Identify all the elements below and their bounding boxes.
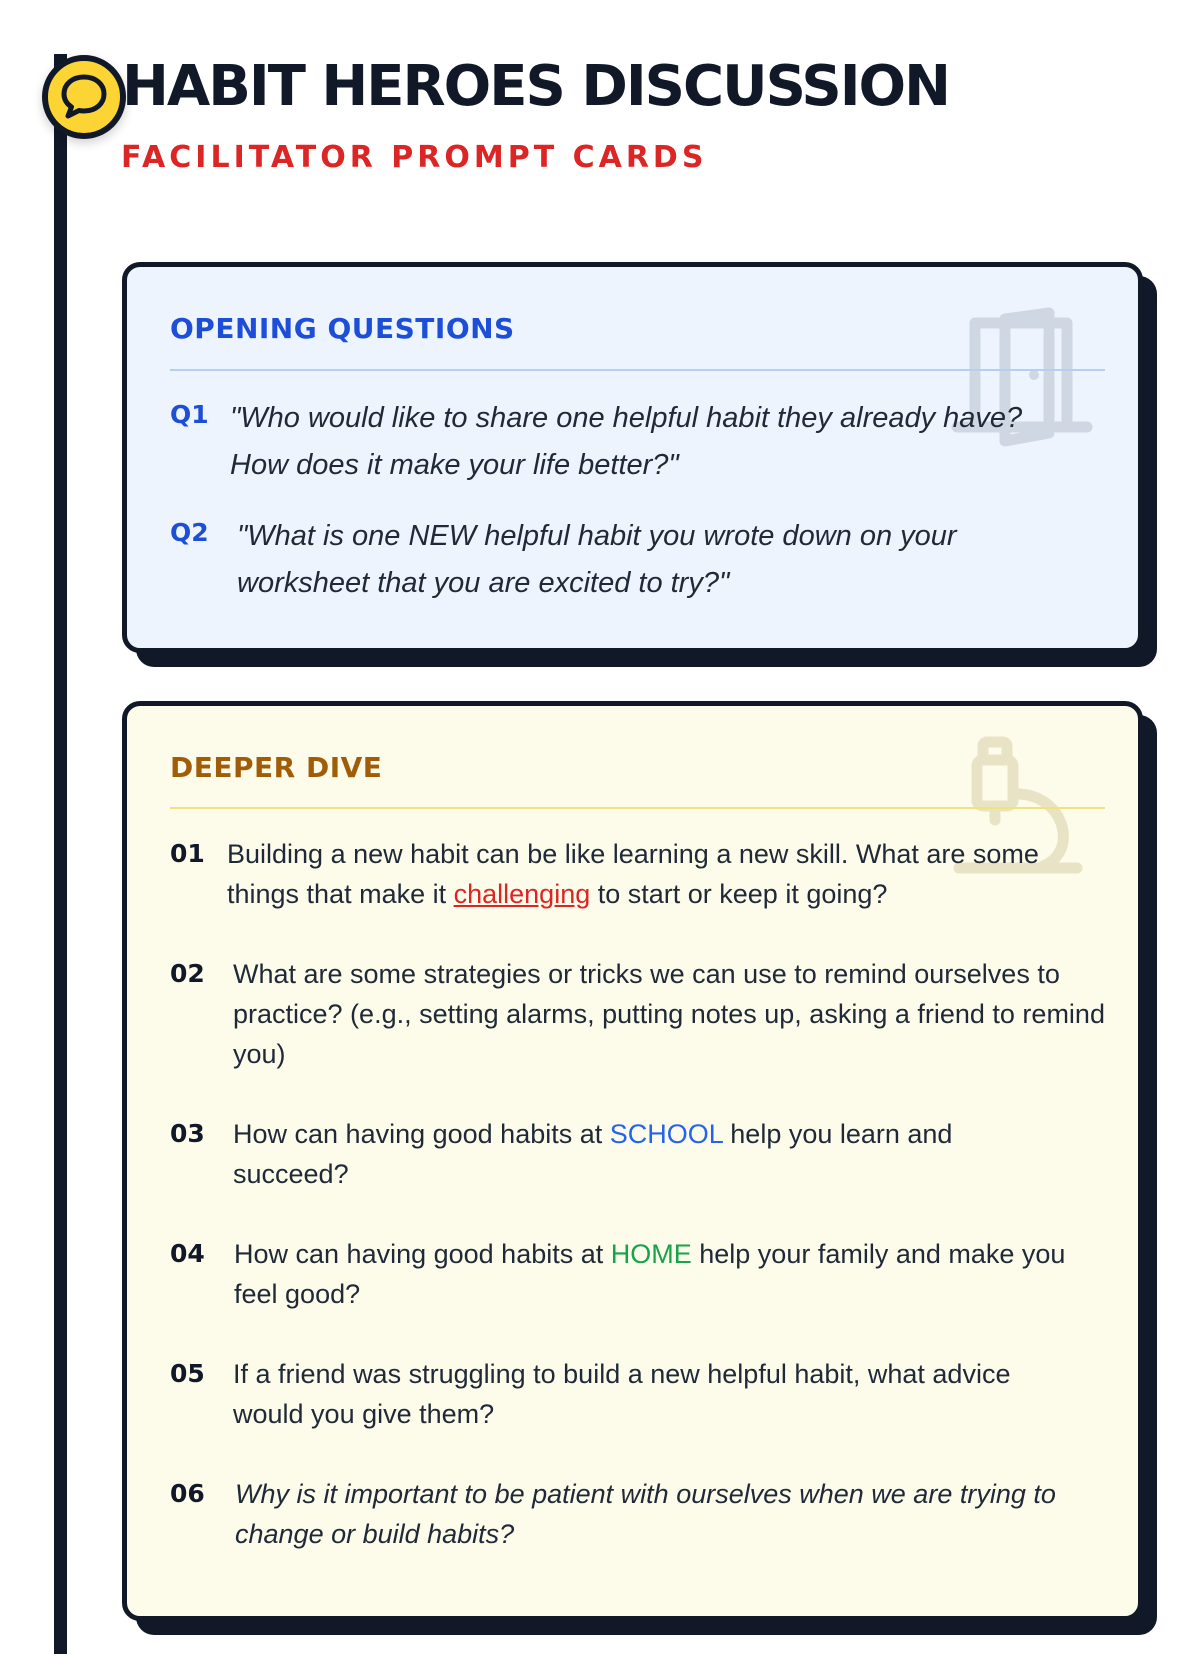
opening-question-1 [170, 395, 1105, 489]
item-number: 03 [170, 1119, 205, 1148]
deeper-item-6 [170, 1474, 1105, 1554]
chat-bubble-icon [42, 55, 126, 139]
item-text: Why is it important to be patient with ourselves when we are trying to change or build habits? [235, 1479, 1056, 1549]
page-subtitle: FACILITATOR PROMPT CARDS [121, 140, 708, 175]
item-number: 01 [170, 839, 205, 868]
item-number: 04 [170, 1239, 205, 1268]
deeper-item-2 [170, 954, 1105, 1074]
question-number: Q2 [170, 518, 209, 547]
page-title: HABIT HEROES DISCUSSION [122, 54, 950, 119]
item-text-before: Building a new habit can be like learning a new skill. What are some things that make it [227, 839, 1039, 909]
question-number: Q1 [170, 400, 209, 429]
deeper-item-4 [170, 1234, 1105, 1314]
item-text-after: help you learn and succeed? [233, 1119, 953, 1189]
item-text-before: How can having good habits at [234, 1239, 611, 1269]
item-text [233, 1114, 1003, 1194]
item-text [227, 834, 1105, 914]
school-highlight: SCHOOL [609, 1119, 723, 1149]
deeper-item-5 [170, 1354, 1105, 1434]
deeper-item-1 [170, 834, 1105, 914]
item-number: 02 [170, 959, 205, 988]
item-text [234, 1234, 1074, 1314]
opening-heading: OPENING QUESTIONS [170, 312, 515, 345]
deeper-divider [170, 807, 1105, 809]
item-number: 06 [170, 1479, 205, 1508]
item-text: What are some strategies or tricks we can use to remind ourselves to practice? (e.g., setting alarms, putting notes up, asking a friend to remind you) [233, 959, 1105, 1069]
opening-questions-card [122, 262, 1143, 653]
item-number: 05 [170, 1359, 205, 1388]
deeper-item-3 [170, 1114, 1105, 1194]
opening-divider [170, 369, 1105, 371]
deeper-heading: DEEPER DIVE [170, 751, 383, 784]
question-text: "What is one NEW helpful habit you wrote down on your worksheet that you are excited to try?" [237, 520, 957, 599]
item-text: If a friend was struggling to build a new helpful habit, what advice would you give them? [233, 1359, 1011, 1429]
home-highlight: HOME [610, 1239, 692, 1269]
challenging-highlight: challenging [453, 879, 591, 909]
item-text-after: help your family and make you feel good? [234, 1239, 1066, 1309]
page-spine [54, 54, 67, 1654]
opening-question-2 [170, 513, 1105, 607]
question-text: "Who would like to share one helpful habit they already have? How does it make your life better?" [230, 402, 1023, 481]
item-text-after: to start or keep it going? [590, 879, 888, 909]
item-text-before: How can having good habits at [233, 1119, 610, 1149]
deeper-dive-card [122, 701, 1143, 1621]
